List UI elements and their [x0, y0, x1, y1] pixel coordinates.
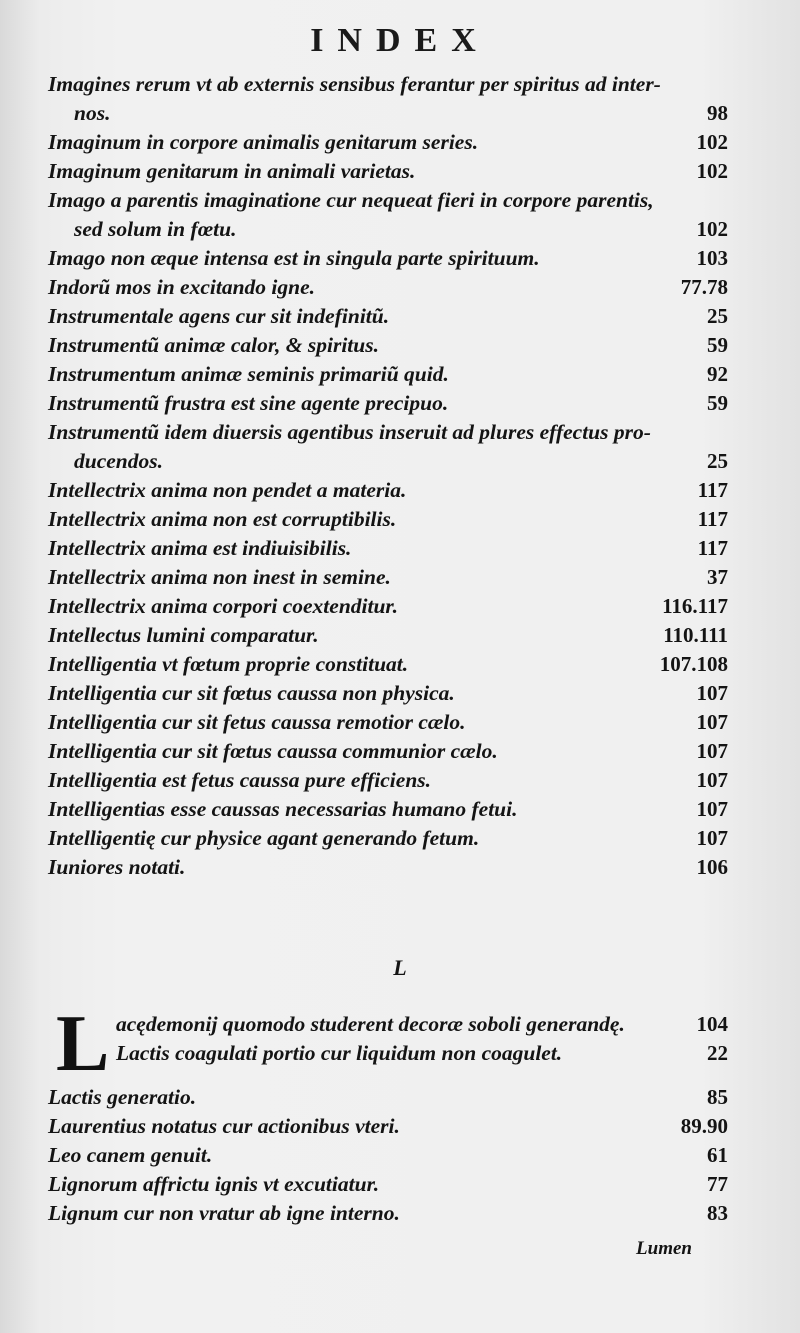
entry-text: Imaginum in corpore animalis genitarum series. [48, 130, 479, 154]
entry-page: 102 [696, 159, 728, 183]
entry-page: 107 [696, 739, 728, 763]
list-item [48, 128, 728, 157]
entry-page: 25 [707, 449, 728, 473]
list-item [48, 1199, 728, 1228]
entry-text: Intellectrix anima est indiuisibilis. [48, 536, 352, 560]
entry-text: Laurentius notatus cur actionibus vteri. [48, 1114, 400, 1138]
entry-page: 117 [697, 536, 728, 560]
entry-text: Intelligentia est fetus caussa pure efficiens. [48, 768, 432, 792]
list-item [48, 853, 728, 882]
list-item [48, 824, 728, 853]
list-item [48, 592, 728, 621]
entry-text: Instrumentũ animæ calor, & spiritus. [48, 333, 379, 357]
entry-text: acędemonij quomodo studerent decoræ soboli generandę. [116, 1012, 625, 1036]
list-item [48, 244, 728, 273]
entry-page: 110.111 [663, 623, 728, 647]
entry-text: Intelligentia cur sit fœtus caussa non physica. [48, 681, 455, 705]
list-item [48, 795, 728, 824]
list-item [48, 1010, 728, 1039]
entry-text: Intellectus lumini comparatur. [48, 623, 319, 647]
entry-text: Intellectrix anima non est corruptibilis. [48, 507, 397, 531]
drop-capital: L [56, 1000, 110, 1088]
list-item [48, 476, 728, 505]
entry-text: Imago a parentis imaginatione cur nequeat fieri in corpore parentis, [48, 188, 654, 212]
entry-text: Lignum cur non vratur ab igne interno. [48, 1201, 400, 1225]
list-item [48, 1039, 728, 1068]
index-entries-list-l [48, 1083, 728, 1228]
list-item [48, 534, 728, 563]
page-header: INDEX [310, 22, 490, 59]
entry-text: Intellectrix anima non inest in semine. [48, 565, 391, 589]
entry-page: 77.78 [680, 275, 728, 299]
list-item [48, 621, 728, 650]
entry-page: 77 [707, 1172, 728, 1196]
entry-page: 104 [696, 1012, 728, 1036]
entry-text: Imago non æque intensa est in singula parte spirituum. [48, 246, 540, 270]
entry-page: 59 [707, 333, 728, 357]
list-item [48, 273, 728, 302]
entry-text: Intelligentia cur sit fetus caussa remotior cælo. [48, 710, 466, 734]
list-item [48, 70, 728, 128]
entry-text: Intellectrix anima non pendet a materia. [48, 478, 407, 502]
list-item [48, 331, 728, 360]
entry-page: 107 [696, 768, 728, 792]
list-item [48, 766, 728, 795]
entry-page: 107 [696, 681, 728, 705]
dropcap-block [48, 1000, 728, 1088]
list-item [48, 1141, 728, 1170]
entry-page: 89.90 [680, 1114, 728, 1138]
list-item [48, 505, 728, 534]
list-item [48, 418, 728, 476]
entry-text: Imagines rerum vt ab externis sensibus ferantur per spiritus ad inter- [48, 72, 661, 96]
entry-text: Instrumentũ frustra est sine agente precipuo. [48, 391, 449, 415]
entry-text: Imaginum genitarum in animali varietas. [48, 159, 416, 183]
entry-text: Lactis coagulati portio cur liquidum non coagulet. [116, 1041, 563, 1065]
entry-text: Lactis generatio. [48, 1085, 197, 1109]
entry-page: 83 [707, 1201, 728, 1225]
entry-text: Instrumentũ idem diuersis agentibus inseruit ad plures effectus pro- [48, 420, 651, 444]
entry-page: 59 [707, 391, 728, 415]
entry-page: 103 [696, 246, 728, 270]
entry-page: 22 [707, 1041, 728, 1065]
list-item [48, 1083, 728, 1112]
entry-text: Instrumentum animæ seminis primariũ quid. [48, 362, 449, 386]
entry-page: 107.108 [659, 652, 728, 676]
entry-text: Intelligentia vt fœtum proprie constituat. [48, 652, 409, 676]
entry-page: 102 [696, 130, 728, 154]
entry-page: 98 [707, 101, 728, 125]
entry-text: Indorũ mos in excitando igne. [48, 275, 316, 299]
entry-page: 107 [696, 710, 728, 734]
list-item [48, 186, 728, 244]
catchword: Lumen [636, 1238, 692, 1259]
entry-page: 117 [697, 478, 728, 502]
section-letter: L [393, 955, 407, 980]
entry-text: Lignorum affrictu ignis vt excutiatur. [48, 1172, 380, 1196]
entry-page: 102 [696, 217, 728, 241]
entry-page: 116.117 [662, 594, 728, 618]
entry-text: Iuniores notati. [48, 855, 186, 879]
entry-text: Intelligentias esse caussas necessarias humano fetui. [48, 797, 518, 821]
entry-text: Intelligentię cur physice agant generando fetum. [48, 826, 480, 850]
entry-page: 107 [696, 797, 728, 821]
list-item [48, 1170, 728, 1199]
entry-text: Leo canem genuit. [48, 1143, 213, 1167]
list-item [48, 708, 728, 737]
list-item [48, 650, 728, 679]
entry-text: sed solum in fœtu. [74, 217, 237, 241]
list-item [48, 563, 728, 592]
entry-page: 117 [697, 507, 728, 531]
list-item [48, 157, 728, 186]
entry-page: 25 [707, 304, 728, 328]
entry-page: 85 [707, 1085, 728, 1109]
entry-page: 37 [707, 565, 728, 589]
entry-text: Intellectrix anima corpori coextenditur. [48, 594, 398, 618]
entry-text: Intelligentia cur sit fœtus caussa communior cælo. [48, 739, 498, 763]
list-item [48, 389, 728, 418]
entry-text: nos. [74, 101, 111, 125]
entry-page: 107 [696, 826, 728, 850]
list-item [48, 679, 728, 708]
entry-page: 92 [707, 362, 728, 386]
list-item [48, 737, 728, 766]
list-item [48, 302, 728, 331]
entry-page: 106 [696, 855, 728, 879]
list-item [48, 360, 728, 389]
index-entries-list [48, 70, 728, 882]
list-item [48, 1112, 728, 1141]
entry-page: 61 [707, 1143, 728, 1167]
entry-text: Instrumentale agens cur sit indefinitũ. [48, 304, 390, 328]
entry-text: ducendos. [74, 449, 163, 473]
